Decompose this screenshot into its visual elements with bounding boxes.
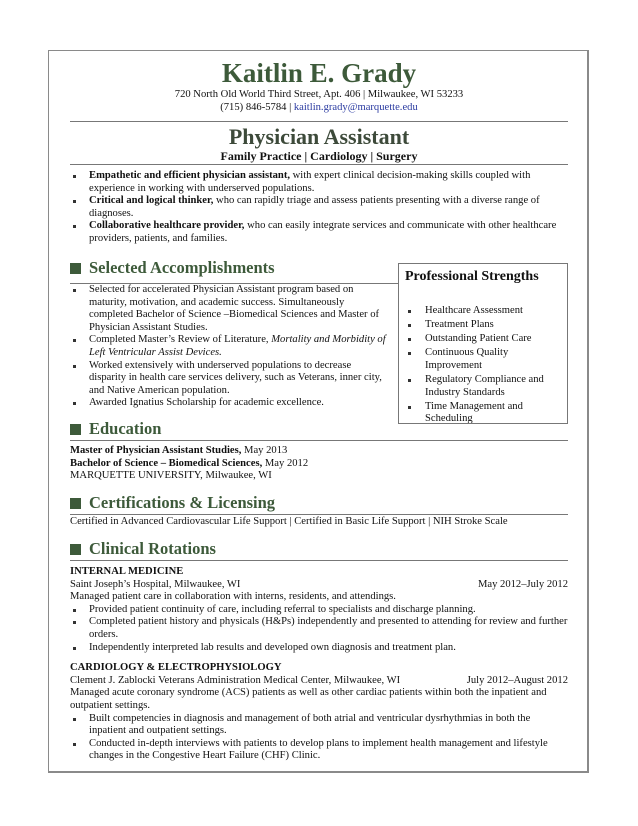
strength-item: Time Management and Scheduling [405,401,561,424]
section-accomplishments [70,258,398,278]
literature-title: Mortality and Morbidity of Left Ventricular Assist Devices. [89,334,386,358]
section-heading: Education [89,419,162,438]
rotation-location-row [70,675,568,688]
rotation-title: INTERNAL MEDICINE [70,566,184,577]
accomplishment-item [70,360,386,398]
accomplishment-text: Selected for accelerated Physician Assistant program based on maturity, motivation, and academic success. Simultaneously completed Bachelor of Science –Biomedical Sciences and Master of Physician Assistant Studies. [89,284,380,333]
square-bullet-icon [70,263,81,274]
rotation-title: CARDIOLOGY & ELECTROPHYSIOLOGY [70,662,282,674]
divider [70,164,568,165]
divider [70,514,568,515]
accomplishment-item [70,334,386,359]
specialties: Family Practice | Cardiology | Surgery [220,149,418,163]
professional-strengths-box [398,263,568,424]
section-heading: Certifications & Licensing [89,493,276,512]
strengths-heading: Professional Strengths [405,269,539,284]
divider [70,560,568,561]
accomplishment-item [70,284,386,334]
section-education [70,419,568,439]
certifications-text: Certified in Advanced Cardiovascular Life Support | Certified in Basic Life Support | NIH Stroke Scale [70,516,508,527]
rotation-summary: Managed patient care in collaboration with interns, residents, and attendings. [70,591,396,603]
summary-text: who can rapidly triage and assess patients presenting with a diverse range of diagnoses. [89,195,540,219]
rotations-list [70,566,568,763]
candidate-name: Kaitlin E. Grady [221,58,417,88]
rotation-bullet: Built competencies in diagnosis and management of both atrial and ventricular dysrhythmias in both the inpatient and outpatient settings. [70,713,568,738]
email-link[interactable]: kaitlin.grady@marquette.edu [293,101,418,113]
strength-item: Treatment Plans [405,319,561,332]
square-bullet-icon [70,424,81,435]
summary-lead: Critical and logical thinker, [89,195,214,207]
section-rotations [70,539,568,559]
summary-item [70,195,568,220]
square-bullet-icon [70,544,81,555]
address: 720 North Old World Third Street, Apt. 406 | Milwaukee, WI 53233 [174,89,464,100]
rotation-bullet: Conducted in-depth interviews with patients to develop plans to implement health management and lifestyle changes in the Congestive Heart Failure (CHF) Clinic. [70,738,568,763]
strengths-list [405,305,561,424]
accomplishments-list [70,284,386,410]
section-certifications [70,493,568,513]
rotation-place: Saint Joseph’s Hospital, Milwaukee, WI [70,578,241,590]
divider [70,121,568,122]
rotation-dates: May 2012–July 2012 [477,578,568,590]
summary-list [70,170,568,246]
rotation-bullets [70,604,568,654]
section-heading: Clinical Rotations [89,539,216,558]
contact-line [70,102,568,115]
rotation-place: Clement J. Zablocki Veterans Administration Medical Center, Milwaukee, WI [70,674,401,686]
rotation-entry [70,662,568,763]
rotation-bullets [70,713,568,763]
rotation-entry [70,566,568,654]
resume-header [70,58,568,114]
summary-item [70,220,568,245]
strength-item: Healthcare Assessment [405,305,561,318]
section-heading: Selected Accomplishments [89,258,275,277]
divider [70,440,568,441]
rotation-bullet: Independently interpreted lab results and developed own diagnosis and treatment plan. [70,642,568,655]
rotation-location-row [70,579,568,592]
square-bullet-icon [70,498,81,509]
rotation-dates: July 2012–August 2012 [466,674,568,686]
accomplishment-item [70,397,386,410]
accomplishment-text: Completed Master’s Review of Literature, [89,334,272,346]
strength-item: Regulatory Compliance and Industry Standards [405,374,561,399]
summary-text: with expert clinical decision-making skills coupled with experience in working with underserved populations. [89,170,531,194]
accomplishment-text: Awarded Ignatius Scholarship for academic excellence. [89,397,324,409]
rotation-bullet: Completed patient history and physicals (H&Ps) independently and presented to attending for review and further orders. [70,616,568,641]
summary-lead: Empathetic and efficient physician assistant, [89,170,290,181]
summary-text: who can easily integrate services and communicate with other healthcare providers, patients, and families. [89,220,557,244]
title-block [70,125,568,163]
degree: Master of Physician Assistant Studies, May 2013 [70,445,288,456]
rotation-bullet: Provided patient continuity of care, including referral to specialists and discharge planning. [70,604,568,617]
school: MARQUETTE UNIVERSITY, Milwaukee, WI [70,470,272,482]
phone: (715) 846-5784 | [220,101,294,113]
strength-item: Continuous Quality Improvement [405,347,561,372]
summary-item [70,170,568,195]
education-details [70,445,568,483]
summary-lead: Collaborative healthcare provider, [89,220,245,232]
degree: Bachelor of Science – Biomedical Sciences, May 2012 [70,457,309,469]
strength-item: Outstanding Patient Care [405,333,561,346]
rotation-summary: Managed acute coronary syndrome (ACS) patients as well as other cardiac patients within both the inpatient and outpatient settings. [70,687,547,711]
job-title: Physician Assistant [228,124,410,149]
accomplishment-text: Worked extensively with underserved populations to decrease disparity in health care services delivery, such as Veterans, inner city, and Native American population. [89,359,382,396]
